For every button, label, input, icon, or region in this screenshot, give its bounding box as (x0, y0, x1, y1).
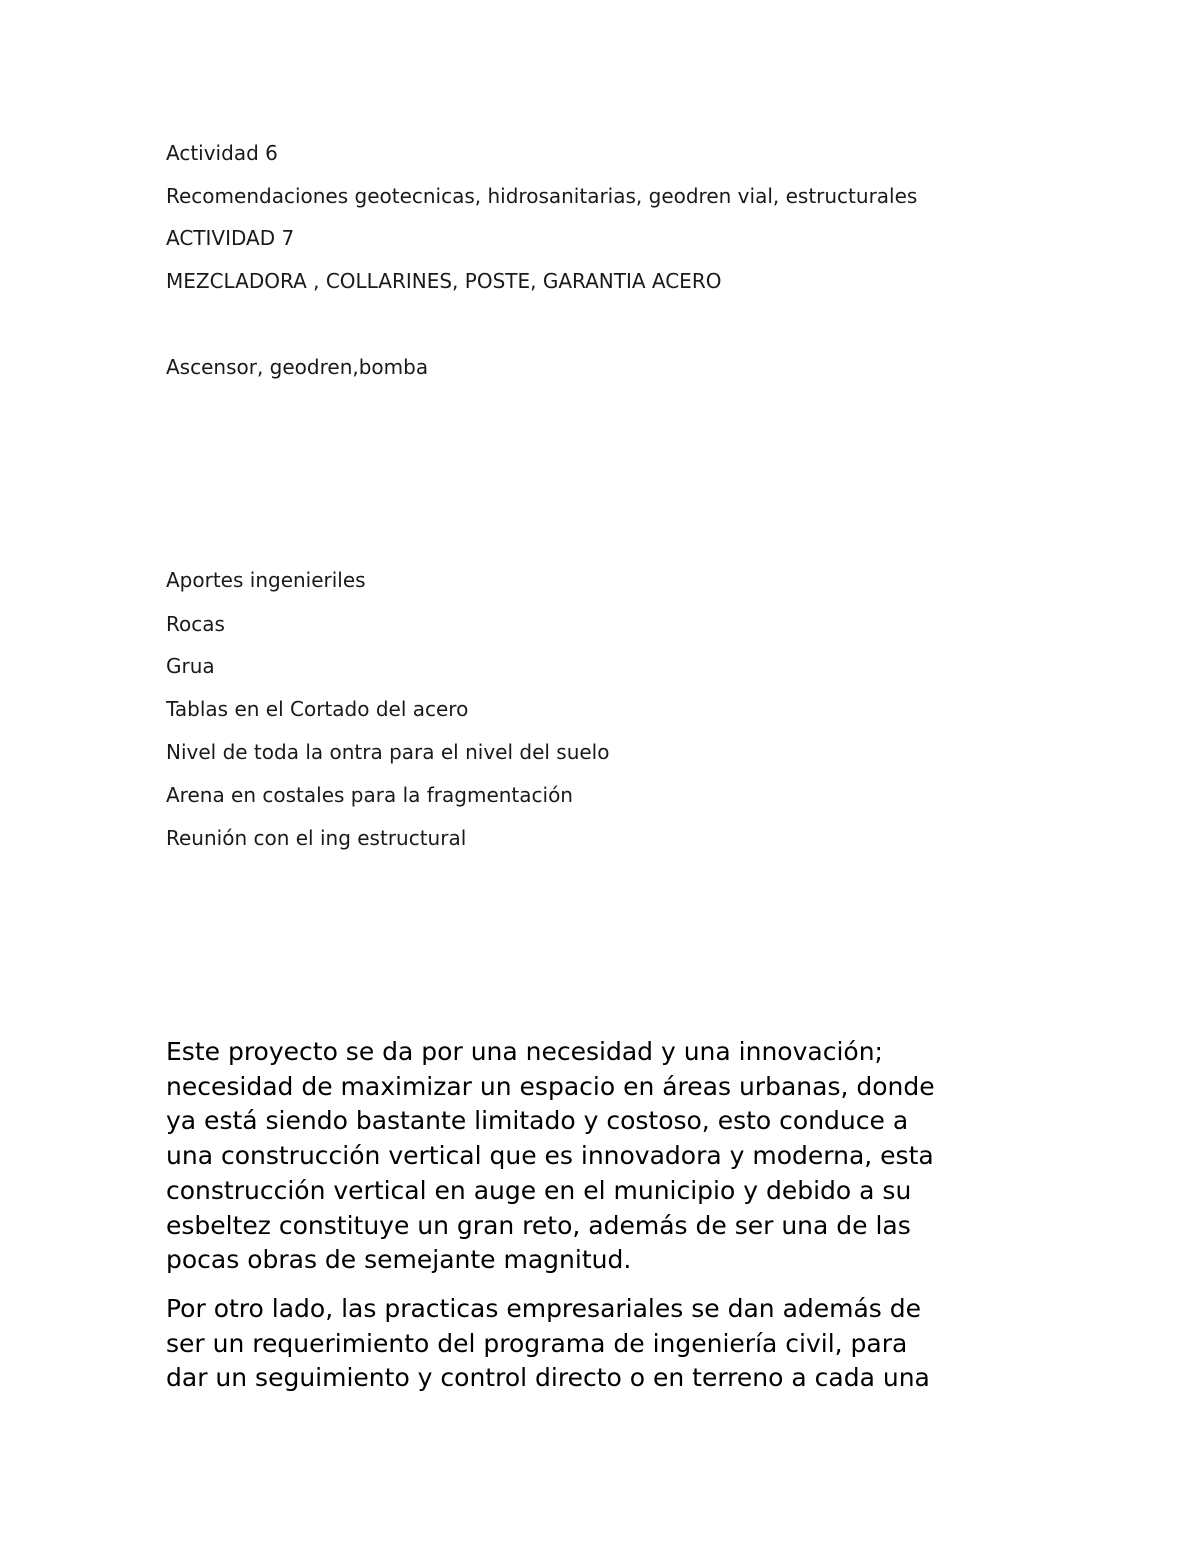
paragraph-line: ya está siendo bastante limitado y costoso, esto conduce a (166, 1106, 909, 1136)
activity-7-heading: ACTIVIDAD 7 (166, 226, 295, 250)
paragraph-line: esbeltez constituye un gran reto, además de ser una de las (166, 1210, 911, 1240)
contribution-item: Tablas en el Cortado del acero (166, 697, 469, 721)
activity-6-recommendations: Recomendaciones geotecnicas, hidrosanitarias, geodren vial, estructurales (166, 184, 918, 208)
contributions-heading: Aportes ingenieriles (166, 568, 366, 592)
contribution-item: Nivel de toda la ontra para el nivel del suelo (166, 740, 610, 764)
paragraph-line: Por otro lado, las practicas empresariales se dan además de (166, 1294, 922, 1323)
paragraph-line: ser un requerimiento del programa de ingeniería civil, para (166, 1328, 908, 1358)
paragraph-line: construcción vertical en auge en el municipio y debido a su (166, 1175, 912, 1205)
activity-6-heading: Actividad 6 (166, 141, 278, 165)
contribution-item: Rocas (166, 612, 225, 636)
paragraph-line: dar un seguimiento y control directo o en terreno a cada una (166, 1363, 930, 1393)
activity-7-items: MEZCLADORA , COLLARINES, POSTE, GARANTIA ACERO (166, 269, 722, 293)
paragraph-line: una construcción vertical que es innovadora y moderna, esta (166, 1141, 934, 1171)
paragraph-line: Este proyecto se da por una necesidad y una innovación; (166, 1037, 883, 1066)
paragraph-line: necesidad de maximizar un espacio en áreas urbanas, donde (166, 1071, 935, 1101)
paragraph-line: pocas obras de semejante magnitud. (166, 1245, 632, 1275)
practices-paragraph (166, 1292, 1046, 1396)
contribution-item: Arena en costales para la fragmentación (166, 783, 573, 807)
activity-7-extra-items: Ascensor, geodren,bomba (166, 355, 429, 379)
contribution-item: Grua (166, 654, 215, 678)
project-paragraph (166, 1035, 1046, 1278)
contribution-item: Reunión con el ing estructural (166, 826, 467, 850)
